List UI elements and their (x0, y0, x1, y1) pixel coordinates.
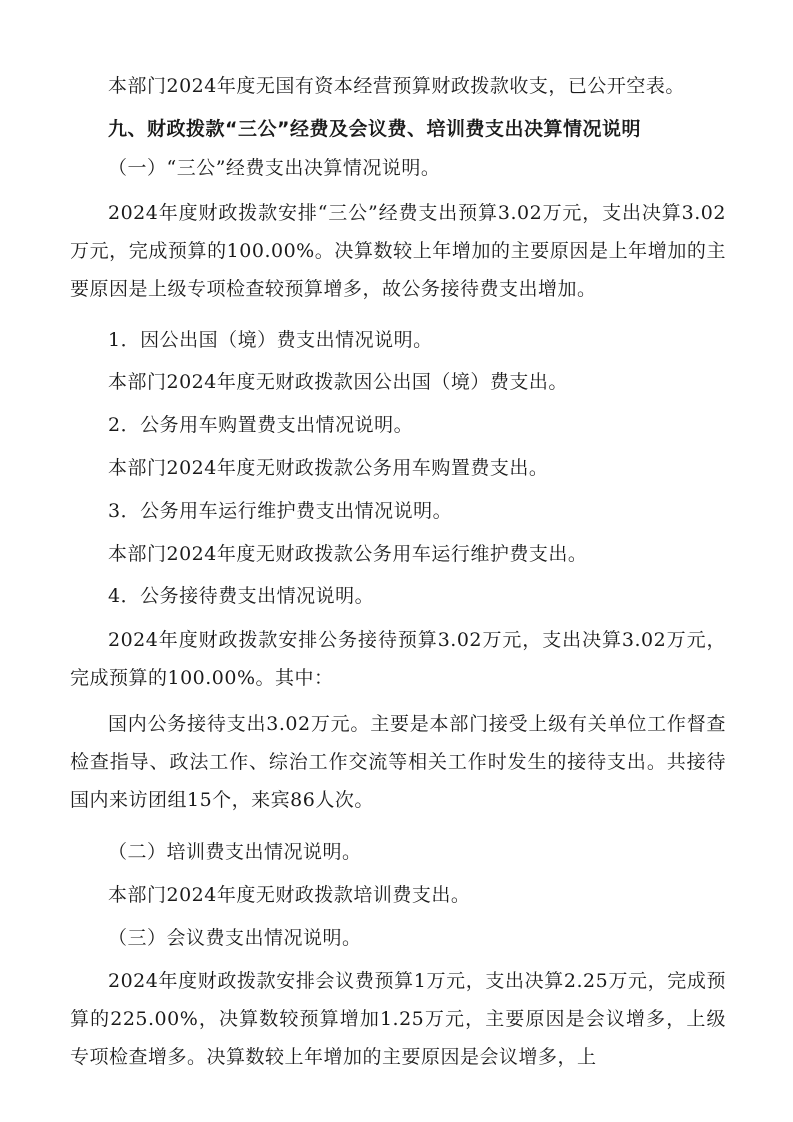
item-vehicle-purchase-heading: 2．公务用车购置费支出情况说明。 (108, 414, 414, 436)
item-vehicle-operation-heading: 3．公务用车运行维护费支出情况说明。 (108, 500, 453, 522)
paragraph-overseas-travel: 本部门2024年度无财政拨款因公出国（境）费支出。 (108, 371, 568, 393)
paragraph-vehicle-operation: 本部门2024年度无财政拨款公务用车运行维护费支出。 (108, 543, 588, 565)
paragraph-vehicle-purchase: 本部门2024年度无财政拨款公务用车购置费支出。 (108, 457, 549, 479)
paragraph-meeting-budget: 2024年度财政拨款安排会议费预算1万元，支出决算2.25万元，完成预算的225.00%，决算数较预算增加1.25万元，主要原因是会议增多，上级专项检查增多。决算数较上年增加的主要原因是会议增多，上 (70, 970, 726, 1068)
paragraph-three-public-budget: 2024年度财政拨款安排“三公”经费支出预算3.02万元，支出决算3.02万元，完成预算的100.00%。决算数较上年增加的主要原因是上年增加的主要原因是上级专项检查较预算增多，故公务接待费支出增加。 (70, 202, 726, 300)
item-reception-heading: 4．公务接待费支出情况说明。 (108, 585, 375, 607)
subheading-meeting: （三）会议费支出情况说明。 (108, 927, 362, 949)
subheading-three-public-expenses: （一）“三公”经费支出决算情况说明。 (108, 157, 441, 179)
item-overseas-travel-heading: 1．因公出国（境）费支出情况说明。 (108, 329, 433, 351)
paragraph-domestic-reception: 国内公务接待支出3.02万元。主要是本部门接受上级有关单位工作督查检查指导、政法工作、综治工作交流等相关工作时发生的接待支出。共接待国内来访团组15个，来宾86人次。 (70, 713, 726, 811)
paragraph-training: 本部门2024年度无财政拨款培训费支出。 (108, 884, 471, 906)
paragraph-state-capital-note: 本部门2024年度无国有资本经营预算财政拨款收支，已公开空表。 (108, 75, 685, 97)
section-heading-nine: 九、财政拨款“三公”经费及会议费、培训费支出决算情况说明 (108, 118, 641, 140)
paragraph-reception-budget: 2024年度财政拨款安排公务接待预算3.02万元，支出决算3.02万元，完成预算的100.00%。其中： (70, 629, 726, 689)
subheading-training: （二）培训费支出情况说明。 (108, 841, 362, 863)
